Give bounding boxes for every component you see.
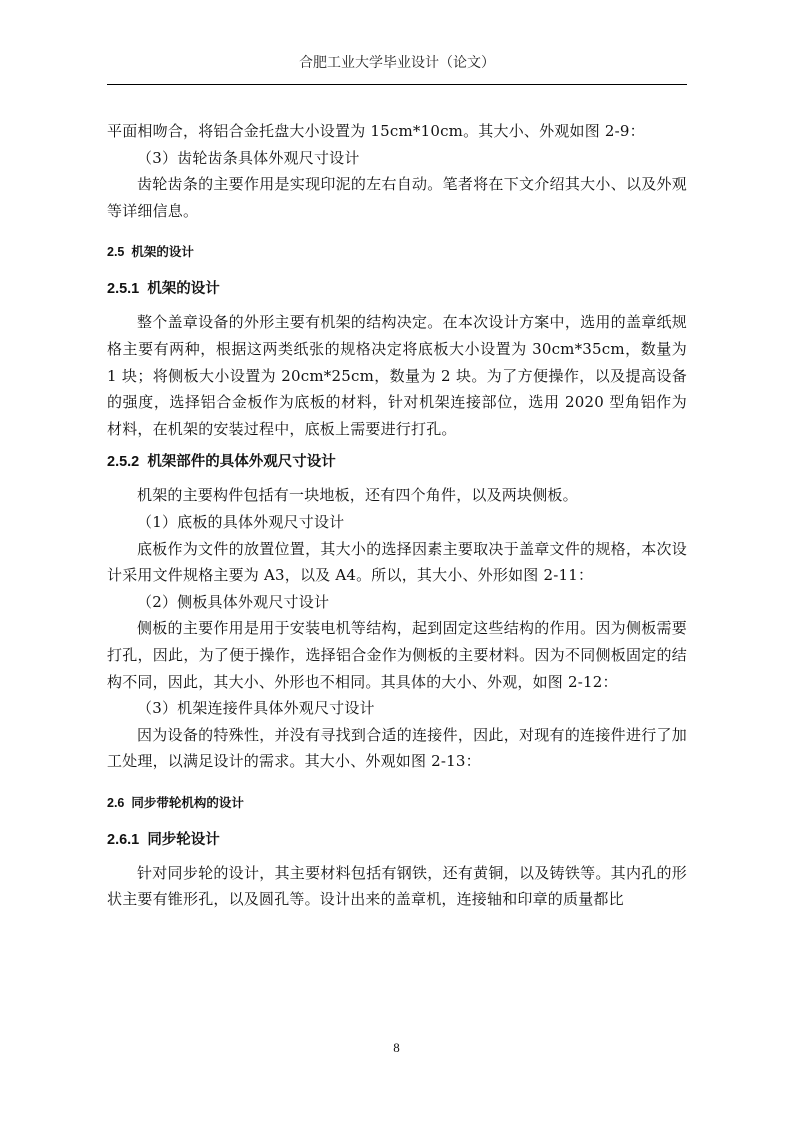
subsection-heading-2-6-1 — [107, 829, 687, 851]
subsection-heading-2-5-2 — [107, 451, 687, 473]
page-number: 8 — [393, 1040, 400, 1055]
list-item-connector: （3）机架连接件具体外观尺寸设计 — [137, 699, 375, 718]
paragraph-intro: 平面相吻合，将铝合金托盘大小设置为 15cm*10cm。其大小、外观如图 2-9： — [107, 122, 645, 140]
paragraph-base: 底板作为文件的放置位置，其大小的选择因素主要取决于盖章文件的规格，本次设计采用文件规格主要为 A3，以及 A4。所以，其大小、外形如图 2-11： — [107, 539, 687, 585]
subsection-title: 机架的设计 — [147, 281, 220, 298]
list-item-gear-rack: （3）齿轮齿条具体外观尺寸设计 — [137, 148, 360, 167]
paragraph-gear-rack: 齿轮齿条的主要作用是实现印泥的左右自动。笔者将在下文介绍其大小、以及外观等详细信息。 — [107, 175, 687, 220]
subsection-number: 2.5.1 — [107, 281, 140, 298]
subsection-heading-2-5-1 — [107, 278, 687, 300]
section-number: 2.5 — [107, 245, 125, 260]
list-item-base: （1）底板的具体外观尺寸设计 — [137, 512, 345, 531]
list-item-side: （2）侧板具体外观尺寸设计 — [137, 592, 330, 611]
paragraph-sync-wheel: 针对同步轮的设计，其主要材料包括有钢铁，还有黄铜，以及铸铁等。其内孔的形状主要有锥形孔，以及圆孔等。设计出来的盖章机，连接轴和印章的质量都比 — [107, 863, 687, 909]
page-body — [107, 118, 687, 913]
section-heading-2-6 — [107, 794, 687, 812]
section-heading-2-5 — [107, 243, 687, 261]
paragraph-side: 侧板的主要作用是用于安装电机等结构，起到固定这些结构的作用。因为侧板需要打孔，因此，为了便于操作，选择铝合金作为侧板的主要材料。因为不同侧板固定的结构不同，因此，其大小、外形也不相同。其具体的大小、外观，如图 2-12： — [107, 619, 687, 691]
running-header: 合肥工业大学毕业设计（论文） — [299, 55, 495, 71]
header-rule — [107, 84, 687, 85]
subsection-number: 2.5.2 — [107, 454, 140, 471]
section-title: 同步带轮机构的设计 — [131, 795, 244, 810]
subsection-title: 同步轮设计 — [147, 831, 220, 848]
paragraph-parts: 机架的主要构件包括有一块地板，还有四个角件，以及两块侧板。 — [137, 486, 578, 505]
section-number: 2.6 — [107, 795, 125, 810]
subsection-number: 2.6.1 — [107, 831, 140, 848]
paragraph-connector: 因为设备的特殊性，并没有寻找到合适的连接件，因此，对现有的连接件进行了加工处理，以满足设计的需求。其大小、外观如图 2-13： — [107, 725, 687, 771]
paragraph-frame: 整个盖章设备的外形主要有机架的结构决定。在本次设计方案中，选用的盖章纸规格主要有两种，根据这两类纸张的规格决定将底板大小设置为 30cm*35cm，数量为 1 块；将侧板大小设置为 20cm*25cm，数量为 2 块。为了方便操作，以及提高设备的强度，选择铝合金板作为底板的材料，针对机架连接部位，选用 2020 型角铝作为材料，在机架的安装过程中，底板上需要进行打孔。 — [107, 313, 687, 438]
section-title: 机架的设计 — [131, 245, 194, 260]
subsection-title: 机架部件的具体外观尺寸设计 — [147, 454, 336, 471]
